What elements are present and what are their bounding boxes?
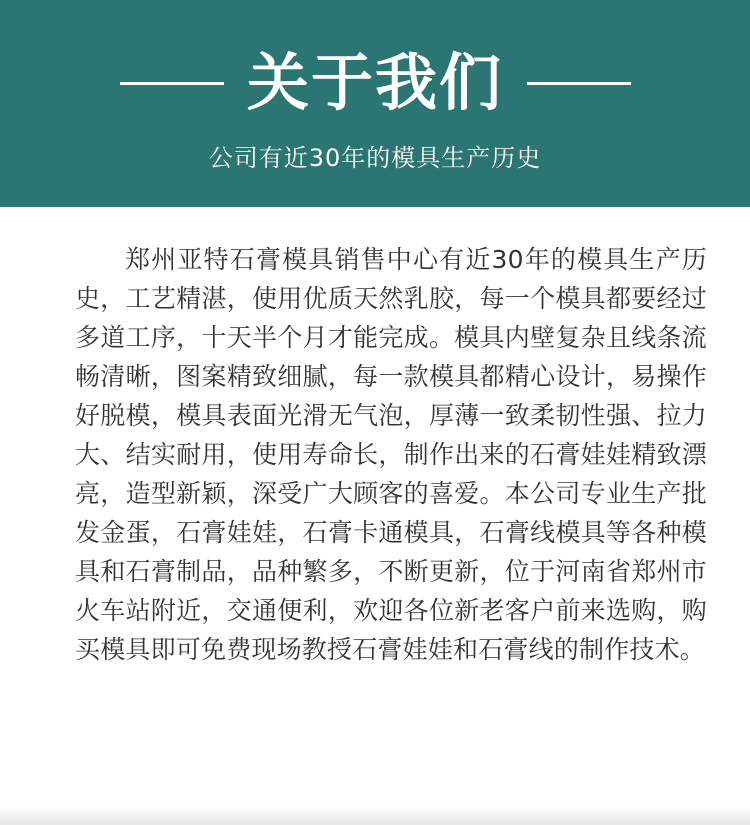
header-banner [0,0,750,207]
page-subtitle: 公司有近30年的模具生产历史 [208,144,542,172]
bottom-fade [0,805,750,825]
title-row [0,38,750,128]
title-left-line [120,82,224,85]
company-description: 郑州亚特石膏模具销售中心有近30年的模具生产历史，工艺精湛，使用优质天然乳胶，每一个模具都要经过多道工序，十天半个月才能完成。模具内壁复杂且线条流畅清晰，图案精致细腻，每一款模具都精心设计，易操作好脱模，模具表面光滑无气泡，厚薄一致柔韧性强、拉力大、结实耐用，使用寿命长，制作出来的石膏娃娃精致漂亮，造型新颖，深受广大顾客的喜爱。本公司专业生产批发金蛋，石膏娃娃，石膏卡通模具，石膏线模具等各种模具和石膏制品，品种繁多，不断更新，位于河南省郑州市火车站附近，交通便利，欢迎各位新老客户前来选购，购买模具即可免费现场教授石膏娃娃和石膏线的制作技术。 [75,245,707,664]
title-right-line [527,82,631,85]
page-title: 关于我们 [246,46,503,119]
